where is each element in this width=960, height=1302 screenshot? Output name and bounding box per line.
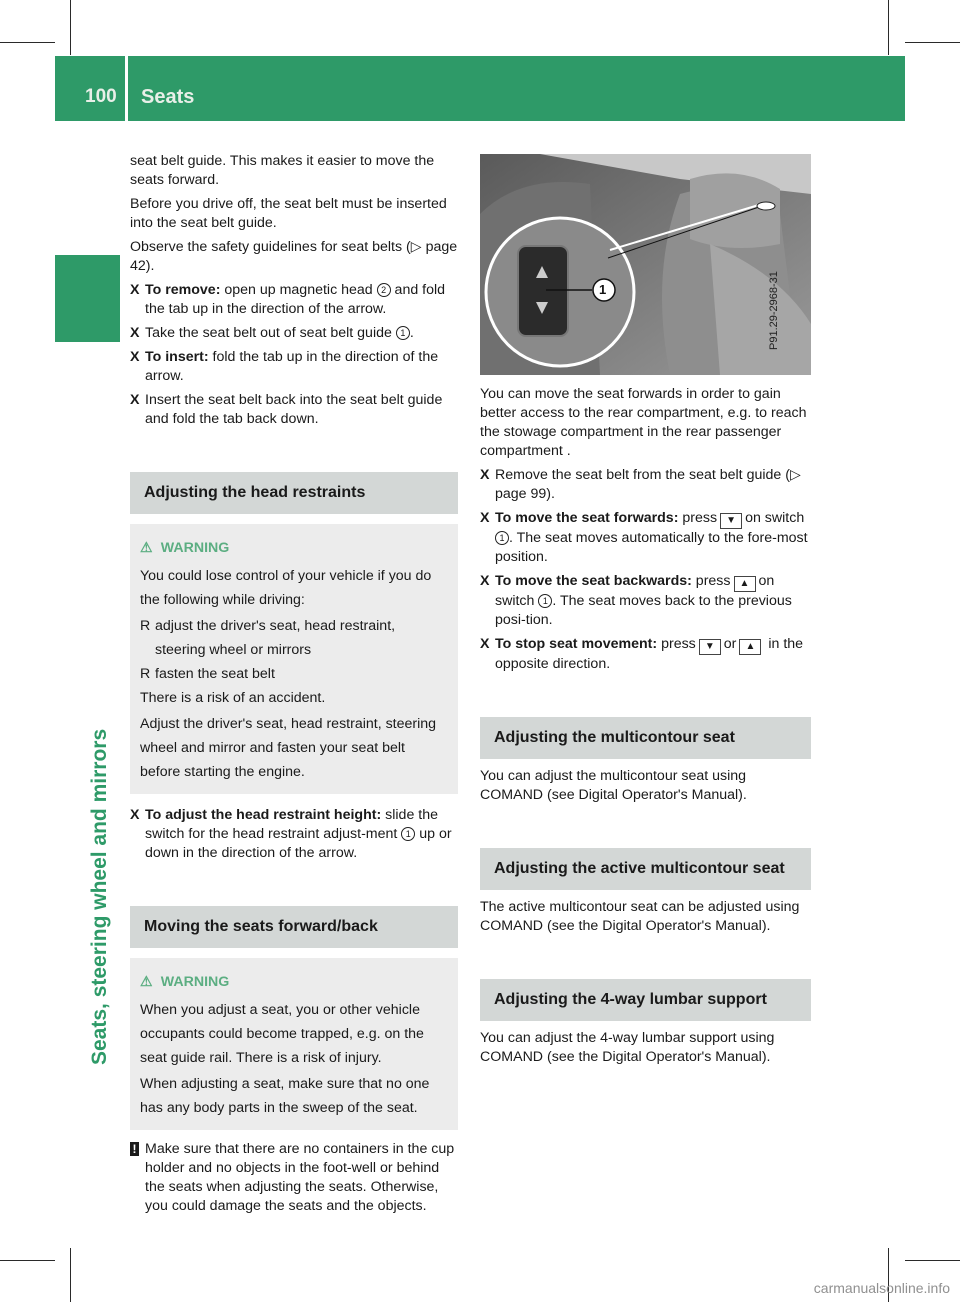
crop-mark — [70, 0, 71, 55]
seat-down-key-icon: ▼ — [699, 639, 721, 655]
section-heading: Adjusting the 4-way lumbar support — [480, 979, 811, 1021]
page-header — [55, 56, 905, 121]
step-arrow-icon: X — [130, 325, 140, 341]
instruction-step: X Insert the seat belt back into the seat belt guide and fold the tab back down. — [130, 392, 443, 427]
instruction-step: X Take the seat belt out of seat belt guide 1 . — [130, 325, 414, 341]
side-tab-title: Seats, steering wheel and mirrors — [88, 728, 111, 1065]
callout-number: 1 — [538, 594, 552, 608]
section-heading: Adjusting the head restraints — [130, 472, 458, 514]
seat-down-key-icon: ▼ — [720, 513, 742, 529]
section-text: The active multicontour seat can be adjusted using COMAND (see the Digital Operator's Manual). — [480, 899, 800, 934]
section-heading: Adjusting the active multicontour seat — [480, 848, 811, 890]
crop-mark — [905, 42, 960, 43]
section-text: You can adjust the 4-way lumbar support using COMAND (see the Digital Operator's Manual). — [480, 1030, 775, 1065]
crop-mark — [0, 1260, 55, 1261]
section-heading: Adjusting the multicontour seat — [480, 717, 811, 759]
callout-number: 1 — [396, 326, 410, 340]
step-arrow-icon: X — [130, 282, 140, 298]
side-tab-marker — [55, 255, 120, 342]
seat-photo — [480, 154, 811, 375]
warning-box: ⚠ WARNING When you adjust a seat, you or other vehicle occupants could become trapped, e.g. on the seat guide rail. There is a risk of injury. When adjusting a seat, make sure that no one has any body parts in the sweep of the seat. — [130, 958, 458, 1130]
instruction-step: X To adjust the head restraint height: slide the switch for the head restraint adjust-ment 1 up or down in the direction of the arrow. — [130, 807, 452, 861]
instruction-step: X To insert: fold the tab up in the direction of the arrow. — [130, 349, 439, 384]
intro-text: Before you drive off, the seat belt must be inserted into the seat belt guide. — [130, 196, 447, 231]
caution-note: ! Make sure that there are no containers in the cup holder and no objects in the foot-well or behind the seats when adjusting the seats. Otherwise, you could damage the seats and the objects. — [130, 1140, 458, 1216]
seat-up-key-icon: ▲ — [734, 576, 756, 592]
callout-number: 1 — [599, 282, 607, 297]
step-arrow-icon: X — [480, 636, 490, 652]
page-title: Seats — [141, 86, 195, 108]
instruction-step: X To stop seat movement: press ▼ or ▲ in the opposite direction. — [480, 636, 804, 672]
section-heading: Moving the seats forward/back — [130, 906, 458, 948]
exclamation-icon: ! — [130, 1142, 139, 1156]
image-reference-code: P91.29-2968-31 — [768, 271, 780, 350]
callout-number: 1 — [401, 827, 415, 841]
intro-text: seat belt guide. This makes it easier to move the seats forward. — [130, 153, 435, 188]
step-arrow-icon: X — [130, 807, 140, 823]
bullet-item: R fasten the seat belt — [140, 666, 275, 682]
right-column — [480, 385, 811, 1072]
intro-text: Observe the safety guidelines for seat belts (▷ page 42). — [130, 239, 458, 274]
instruction-step: X Remove the seat belt from the seat belt guide (▷ page 99). — [480, 467, 801, 502]
crop-mark — [905, 1260, 960, 1261]
callout-number: 1 — [495, 531, 509, 545]
header-divider — [125, 56, 128, 121]
left-column — [130, 152, 458, 1221]
crop-mark — [0, 42, 55, 43]
crop-mark — [888, 0, 889, 55]
instruction-step: X To remove: open up magnetic head 2 and fold the tab up in the direction of the arrow. — [130, 282, 446, 317]
callout-number: 2 — [377, 283, 391, 297]
step-arrow-icon: X — [130, 349, 140, 365]
step-arrow-icon: X — [480, 573, 490, 589]
step-arrow-icon: X — [130, 392, 140, 408]
warning-box: ⚠ WARNING You could lose control of your vehicle if you do the following while driving: R adjust the driver's seat, head restraint, steering wheel or mirrors R fasten the seat belt There is a risk of an accident. Adjust the driver's seat, head restraint, steering wheel and mirror and fasten your seat belt before starting the engine. — [130, 524, 458, 794]
step-arrow-icon: X — [480, 467, 490, 483]
watermark: carmanualsonline.info — [813, 1280, 950, 1296]
warning-triangle-icon: ⚠ — [140, 540, 153, 556]
crop-mark — [70, 1248, 71, 1302]
seat-illustration — [480, 154, 811, 375]
warning-triangle-icon: ⚠ — [140, 974, 153, 990]
seat-up-key-icon: ▲ — [739, 639, 761, 655]
step-arrow-icon: X — [480, 510, 490, 526]
intro-text: You can move the seat forwards in order to gain better access to the rear compartment, e.g. to reach the stowage compartment in the rear passenger compartment . — [480, 386, 807, 459]
bullet-item: R adjust the driver's seat, head restraint, steering wheel or mirrors — [140, 618, 396, 658]
instruction-step: X To move the seat forwards: press ▼ on switch 1 . The seat moves automatically to the fore-most position. — [480, 510, 808, 565]
instruction-step: X To move the seat backwards: press ▲ on switch 1 . The seat moves back to the previous posi-tion. — [480, 573, 792, 628]
page-number: 100 — [85, 86, 117, 107]
section-text: You can adjust the multicontour seat using COMAND (see Digital Operator's Manual). — [480, 768, 747, 803]
